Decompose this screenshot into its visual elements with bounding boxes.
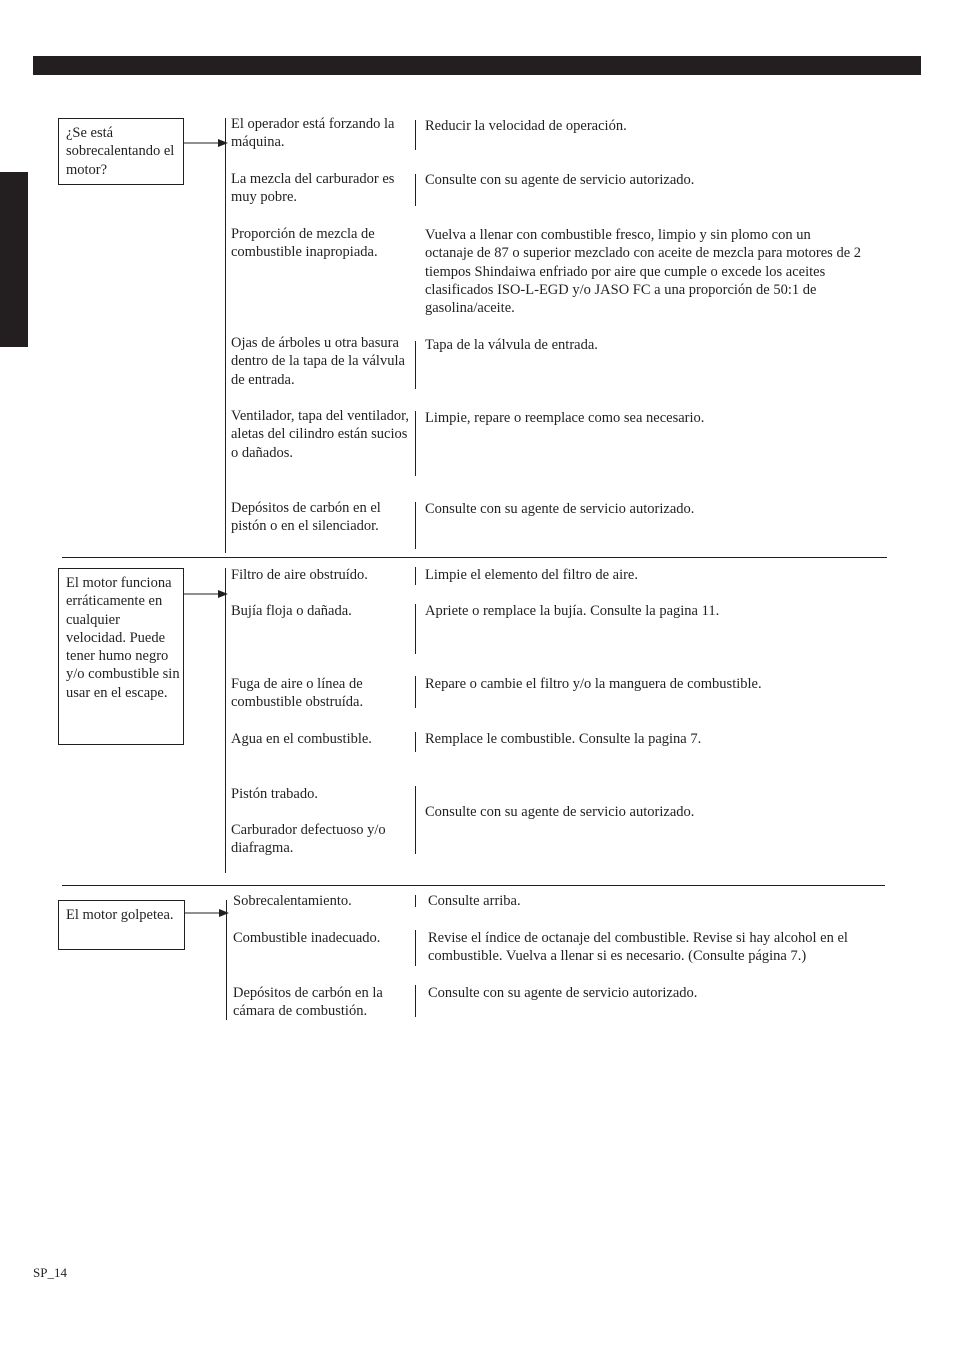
cause-text: Ventilador, tapa del ventilador, aletas del cilindro están sucios o dañados.	[231, 408, 410, 461]
section-separator	[62, 885, 885, 886]
cause-text: Sobrecalentamiento.	[233, 893, 352, 909]
remedy-text: Consulte arriba.	[428, 893, 521, 909]
symptom-box: ¿Se está sobrecalentando el motor?	[58, 118, 184, 185]
remedy-text: Vuelva a llenar con combustible fresco, limpio y sin plomo con un octanaje de 87 o superior mezclado con aceite de mezcla para motores de 2 tiempos Shindaiwa enfriado por aire que cumple o excede los aceites clasificados ISO-L-EGD y/o JASO FC a una proporción de 50:1 de gasolina/aceite.	[425, 227, 861, 317]
cause-text: Ojas de árboles u otra basura dentro de la tapa de la válvula de entrada.	[231, 335, 405, 388]
cause-text: Combustible inadecuado.	[233, 930, 381, 946]
remedy-text: Reducir la velocidad de operación.	[425, 118, 627, 134]
remedy-text: Consulte con su agente de servicio autorizado.	[425, 172, 695, 188]
symptom-box: El motor funciona erráticamente en cualquier velocidad. Puede tener humo negro y/o combustible sin usar en el escape.	[58, 568, 184, 745]
cause-text: Pistón trabado.	[231, 786, 318, 802]
divider	[415, 567, 416, 585]
divider	[415, 341, 416, 389]
cause-text: Depósitos de carbón en el pistón o en el silenciador.	[231, 500, 381, 535]
divider	[415, 676, 416, 708]
remedy-text: Remplace le combustible. Consulte la pagina 7.	[425, 731, 702, 747]
page-number: SP_14	[33, 1265, 67, 1280]
cause-bracket	[225, 568, 226, 873]
divider	[415, 786, 416, 854]
divider	[415, 174, 416, 206]
remedy-text: Revise el índice de octanaje del combustible. Revise si hay alcohol en el combustible. Vuelva a llenar si es necesario. (Consulte página 7.)	[428, 930, 848, 965]
remedy-text: Repare o cambie el filtro y/o la manguera de combustible.	[425, 676, 762, 692]
arrow-icon	[185, 907, 229, 919]
remedy-text: Tapa de la válvula de entrada.	[425, 337, 598, 353]
arrow-icon	[184, 588, 228, 600]
symptom-box: El motor golpetea.	[58, 900, 185, 950]
cause-bracket	[226, 900, 227, 1020]
cause-text: Proporción de mezcla de combustible inapropiada.	[231, 226, 378, 261]
divider	[415, 604, 416, 654]
divider	[415, 732, 416, 752]
section-tab	[0, 172, 28, 347]
cause-bracket	[225, 118, 226, 553]
divider	[415, 930, 416, 966]
cause-text: Agua en el combustible.	[231, 731, 372, 747]
divider	[415, 985, 416, 1017]
cause-text: El operador está forzando la máquina.	[231, 116, 395, 151]
cause-text: Carburador defectuoso y/o diafragma.	[231, 822, 386, 857]
remedy-text: Limpie el elemento del filtro de aire.	[425, 567, 638, 583]
arrow-icon	[184, 137, 228, 149]
remedy-text: Consulte con su agente de servicio autorizado.	[425, 501, 695, 517]
header-bar	[33, 56, 921, 75]
section-separator	[62, 557, 887, 558]
cause-text: La mezcla del carburador es muy pobre.	[231, 171, 395, 206]
divider	[415, 120, 416, 150]
cause-text: Depósitos de carbón en la cámara de combustión.	[233, 985, 383, 1020]
cause-text: Filtro de aire obstruído.	[231, 567, 368, 583]
cause-text: Bujía floja o dañada.	[231, 603, 352, 619]
remedy-text: Limpie, repare o reemplace como sea necesario.	[425, 410, 705, 426]
remedy-text: Consulte con su agente de servicio autorizado.	[425, 804, 695, 820]
cause-text: Fuga de aire o línea de combustible obstruída.	[231, 676, 364, 711]
divider	[415, 411, 416, 476]
remedy-text: Consulte con su agente de servicio autorizado.	[428, 985, 698, 1001]
divider	[415, 895, 416, 907]
remedy-text: Apriete o remplace la bujía. Consulte la pagina 11.	[425, 603, 720, 619]
divider	[415, 502, 416, 549]
